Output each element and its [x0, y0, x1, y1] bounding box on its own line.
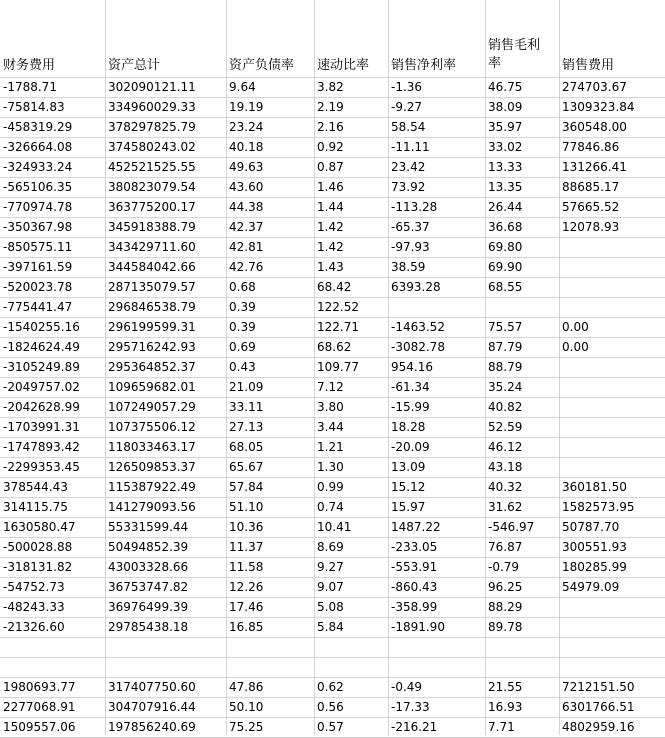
table-cell[interactable]: 4802959.16	[562, 720, 635, 734]
table-cell[interactable]: 17.46	[229, 600, 264, 614]
table-cell[interactable]: 42.37	[229, 220, 264, 234]
table-cell[interactable]: 1487.22	[391, 520, 441, 534]
table-cell[interactable]	[559, 657, 665, 677]
table-cell[interactable]: 35.97	[488, 120, 523, 134]
table-cell[interactable]: 1980693.77	[3, 680, 76, 694]
table-cell[interactable]: 334960029.33	[108, 100, 196, 114]
table-cell[interactable]: 0.74	[317, 500, 344, 514]
table-cell[interactable]: -97.93	[391, 240, 430, 254]
table-cell[interactable]: 0.99	[317, 480, 344, 494]
table-cell[interactable]: -113.28	[391, 200, 438, 214]
table-cell[interactable]	[559, 357, 665, 377]
table-cell[interactable]: 1.42	[317, 240, 344, 254]
table-cell[interactable]: 40.32	[488, 480, 523, 494]
table-cell[interactable]: -61.34	[391, 380, 430, 394]
table-cell[interactable]: 0.43	[229, 360, 256, 374]
table-cell[interactable]: 47.86	[229, 680, 264, 694]
table-cell[interactable]: -850575.11	[3, 240, 73, 254]
table-cell[interactable]: 343429711.60	[108, 240, 196, 254]
table-cell[interactable]: 68.42	[317, 280, 352, 294]
table-cell[interactable]: 122.52	[317, 300, 359, 314]
table-cell[interactable]: 115387922.49	[108, 480, 196, 494]
table-cell[interactable]: 300551.93	[562, 540, 627, 554]
table-cell[interactable]: -1747893.42	[3, 440, 80, 454]
table-cell[interactable]: 7.71	[488, 720, 515, 734]
table-cell[interactable]: 9.27	[317, 560, 344, 574]
column-header[interactable]: 速动比率	[317, 58, 370, 73]
table-cell[interactable]: 50787.70	[562, 520, 620, 534]
table-cell[interactable]: 23.24	[229, 120, 264, 134]
table-cell[interactable]: 35.24	[488, 380, 523, 394]
table-cell[interactable]: -1540255.16	[3, 320, 80, 334]
table-cell[interactable]: 287135079.57	[108, 280, 196, 294]
table-cell[interactable]	[559, 297, 665, 317]
table-cell[interactable]: 0.00	[562, 320, 589, 334]
table-cell[interactable]: 0.39	[229, 300, 256, 314]
table-cell[interactable]: 452521525.55	[108, 160, 196, 174]
table-cell[interactable]	[559, 417, 665, 437]
table-cell[interactable]: 296846538.79	[108, 300, 196, 314]
table-cell[interactable]: -17.33	[391, 700, 430, 714]
table-cell[interactable]: 87.79	[488, 340, 523, 354]
table-cell[interactable]	[0, 637, 105, 657]
table-cell[interactable]	[559, 257, 665, 277]
table-cell[interactable]: 54979.09	[562, 580, 620, 594]
table-cell[interactable]	[559, 637, 665, 657]
table-cell[interactable]: 31.62	[488, 500, 523, 514]
table-cell[interactable]: 46.12	[488, 440, 523, 454]
table-cell[interactable]: 43.60	[229, 180, 264, 194]
table-cell[interactable]: 9.64	[229, 80, 256, 94]
table-cell[interactable]	[485, 297, 559, 317]
table-cell[interactable]: 122.71	[317, 320, 359, 334]
table-cell[interactable]: 13.33	[488, 160, 523, 174]
table-cell[interactable]: 5.08	[317, 600, 344, 614]
column-header[interactable]: 销售毛利率	[488, 38, 541, 71]
table-cell[interactable]: -318131.82	[3, 560, 73, 574]
table-cell[interactable]: 109659682.01	[108, 380, 196, 394]
table-cell[interactable]	[559, 597, 665, 617]
table-cell[interactable]: 46.75	[488, 80, 523, 94]
table-cell[interactable]: 68.05	[229, 440, 264, 454]
table-cell[interactable]: -500028.88	[3, 540, 73, 554]
table-cell[interactable]: 296199599.31	[108, 320, 196, 334]
table-cell[interactable]: -860.43	[391, 580, 438, 594]
table-cell[interactable]: 21.09	[229, 380, 264, 394]
table-cell[interactable]	[226, 657, 314, 677]
table-cell[interactable]: 141279093.56	[108, 500, 196, 514]
table-cell[interactable]	[314, 657, 388, 677]
table-cell[interactable]: 126509853.37	[108, 460, 196, 474]
table-cell[interactable]: 0.00	[562, 340, 589, 354]
table-cell[interactable]: 1.21	[317, 440, 344, 454]
table-cell[interactable]: -65.37	[391, 220, 430, 234]
column-header[interactable]: 财务费用	[3, 58, 56, 73]
table-cell[interactable]: 75.25	[229, 720, 264, 734]
table-cell[interactable]: 2.16	[317, 120, 344, 134]
table-cell[interactable]: 1.46	[317, 180, 344, 194]
table-cell[interactable]: 16.93	[488, 700, 523, 714]
table-cell[interactable]: 88.79	[488, 360, 523, 374]
table-cell[interactable]: -3082.78	[391, 340, 445, 354]
table-cell[interactable]: -350367.98	[3, 220, 73, 234]
table-cell[interactable]: 9.07	[317, 580, 344, 594]
table-cell[interactable]: 5.84	[317, 620, 344, 634]
table-cell[interactable]: 21.55	[488, 680, 523, 694]
table-cell[interactable]: 44.38	[229, 200, 264, 214]
table-cell[interactable]: 57.84	[229, 480, 264, 494]
table-cell[interactable]: 7212151.50	[562, 680, 635, 694]
table-cell[interactable]: 88685.17	[562, 180, 620, 194]
table-cell[interactable]: 107375506.12	[108, 420, 196, 434]
table-cell[interactable]	[388, 297, 485, 317]
table-cell[interactable]: 65.67	[229, 460, 264, 474]
table-cell[interactable]: 0.62	[317, 680, 344, 694]
table-cell[interactable]: -216.21	[391, 720, 438, 734]
table-cell[interactable]: -1788.71	[3, 80, 57, 94]
table-cell[interactable]: 23.42	[391, 160, 426, 174]
table-cell[interactable]: 18.28	[391, 420, 426, 434]
table-cell[interactable]	[559, 397, 665, 417]
table-cell[interactable]: 0.56	[317, 700, 344, 714]
table-cell[interactable]: 43003328.66	[108, 560, 189, 574]
table-cell[interactable]: 69.90	[488, 260, 523, 274]
table-cell[interactable]: 6393.28	[391, 280, 441, 294]
table-cell[interactable]: 197856240.69	[108, 720, 196, 734]
table-cell[interactable]: 0.68	[229, 280, 256, 294]
table-cell[interactable]: -565106.35	[3, 180, 73, 194]
column-header[interactable]: 资产负债率	[229, 58, 295, 73]
table-cell[interactable]: 38.09	[488, 100, 523, 114]
table-cell[interactable]: 11.37	[229, 540, 264, 554]
table-cell[interactable]: 360181.50	[562, 480, 627, 494]
table-cell[interactable]: 55331599.44	[108, 520, 189, 534]
table-cell[interactable]: -48243.33	[3, 600, 65, 614]
table-cell[interactable]: -54752.73	[3, 580, 65, 594]
table-cell[interactable]: 344584042.66	[108, 260, 196, 274]
table-cell[interactable]: 40.82	[488, 400, 523, 414]
table-cell[interactable]: 10.36	[229, 520, 264, 534]
table-cell[interactable]: -233.05	[391, 540, 438, 554]
table-cell[interactable]: 1630580.47	[3, 520, 76, 534]
table-cell[interactable]: -20.09	[391, 440, 430, 454]
table-cell[interactable]: -3105249.89	[3, 360, 80, 374]
table-cell[interactable]	[0, 657, 105, 677]
table-cell[interactable]	[105, 657, 226, 677]
table-cell[interactable]: -11.11	[391, 140, 430, 154]
table-cell[interactable]: 15.12	[391, 480, 426, 494]
table-cell[interactable]: 0.39	[229, 320, 256, 334]
table-cell[interactable]: 68.55	[488, 280, 523, 294]
table-cell[interactable]: 304707916.44	[108, 700, 196, 714]
table-cell[interactable]: 73.92	[391, 180, 426, 194]
table-cell[interactable]: 19.19	[229, 100, 264, 114]
table-cell[interactable]: 27.13	[229, 420, 264, 434]
table-cell[interactable]: 58.54	[391, 120, 426, 134]
table-cell[interactable]: 0.57	[317, 720, 344, 734]
column-header[interactable]: 销售净利率	[391, 58, 457, 73]
column-header[interactable]: 资产总计	[108, 58, 161, 73]
table-cell[interactable]: 12.26	[229, 580, 264, 594]
table-cell[interactable]: 380823079.54	[108, 180, 196, 194]
table-cell[interactable]: 314115.75	[3, 500, 68, 514]
table-cell[interactable]: 36.68	[488, 220, 523, 234]
table-cell[interactable]	[559, 277, 665, 297]
table-cell[interactable]	[559, 377, 665, 397]
table-cell[interactable]: 131266.41	[562, 160, 627, 174]
table-cell[interactable]: 40.18	[229, 140, 264, 154]
table-cell[interactable]: 43.18	[488, 460, 523, 474]
table-cell[interactable]: 50.10	[229, 700, 264, 714]
table-cell[interactable]: -520023.78	[3, 280, 73, 294]
table-cell[interactable]: 49.63	[229, 160, 264, 174]
table-cell[interactable]	[559, 457, 665, 477]
table-cell[interactable]: -1824624.49	[3, 340, 80, 354]
table-cell[interactable]: 10.41	[317, 520, 352, 534]
table-cell[interactable]: 11.58	[229, 560, 264, 574]
table-cell[interactable]: -397161.59	[3, 260, 73, 274]
table-cell[interactable]: 75.57	[488, 320, 523, 334]
table-cell[interactable]: 52.59	[488, 420, 523, 434]
table-cell[interactable]: 33.11	[229, 400, 264, 414]
table-cell[interactable]: 7.12	[317, 380, 344, 394]
table-cell[interactable]: -15.99	[391, 400, 430, 414]
table-cell[interactable]: 26.44	[488, 200, 523, 214]
table-cell[interactable]: -775441.47	[3, 300, 73, 314]
table-cell[interactable]	[559, 237, 665, 257]
table-cell[interactable]: 954.16	[391, 360, 433, 374]
table-cell[interactable]: 345918388.79	[108, 220, 196, 234]
table-cell[interactable]: 1.44	[317, 200, 344, 214]
table-cell[interactable]: 302090121.11	[108, 80, 196, 94]
table-cell[interactable]: -9.27	[391, 100, 423, 114]
table-cell[interactable]: 88.29	[488, 600, 523, 614]
table-cell[interactable]: 2277068.91	[3, 700, 76, 714]
table-cell[interactable]: 107249057.29	[108, 400, 196, 414]
table-cell[interactable]: 1.30	[317, 460, 344, 474]
table-cell[interactable]: -21326.60	[3, 620, 65, 634]
table-cell[interactable]: 42.81	[229, 240, 264, 254]
table-cell[interactable]: 13.09	[391, 460, 426, 474]
table-cell[interactable]: 0.69	[229, 340, 256, 354]
table-cell[interactable]: -326664.08	[3, 140, 73, 154]
table-cell[interactable]: 13.35	[488, 180, 523, 194]
table-cell[interactable]: 1.43	[317, 260, 344, 274]
table-cell[interactable]: 1.42	[317, 220, 344, 234]
table-cell[interactable]: 3.44	[317, 420, 344, 434]
table-cell[interactable]	[388, 657, 485, 677]
table-cell[interactable]: 295364852.37	[108, 360, 196, 374]
table-cell[interactable]: 378297825.79	[108, 120, 196, 134]
table-cell[interactable]: 0.87	[317, 160, 344, 174]
table-cell[interactable]: 180285.99	[562, 560, 627, 574]
table-cell[interactable]: -2042628.99	[3, 400, 80, 414]
table-cell[interactable]: 295716242.93	[108, 340, 196, 354]
table-cell[interactable]: 76.87	[488, 540, 523, 554]
table-cell[interactable]	[105, 637, 226, 657]
table-cell[interactable]: 69.80	[488, 240, 523, 254]
table-cell[interactable]: -553.91	[391, 560, 438, 574]
table-cell[interactable]: 89.78	[488, 620, 523, 634]
table-cell[interactable]: 36976499.39	[108, 600, 189, 614]
table-cell[interactable]: 12078.93	[562, 220, 620, 234]
table-cell[interactable]: 378544.43	[3, 480, 68, 494]
table-cell[interactable]: 77846.86	[562, 140, 620, 154]
table-cell[interactable]	[559, 437, 665, 457]
table-cell[interactable]: 8.69	[317, 540, 344, 554]
table-cell[interactable]: 15.97	[391, 500, 426, 514]
table-cell[interactable]: 363775200.17	[108, 200, 196, 214]
table-cell[interactable]: 33.02	[488, 140, 523, 154]
table-cell[interactable]	[226, 637, 314, 657]
table-cell[interactable]: 274703.67	[562, 80, 627, 94]
table-cell[interactable]: 42.76	[229, 260, 264, 274]
column-header[interactable]: 销售费用	[562, 58, 615, 73]
table-cell[interactable]: -1.36	[391, 80, 423, 94]
table-cell[interactable]: -1703991.31	[3, 420, 80, 434]
table-cell[interactable]: -2049757.02	[3, 380, 80, 394]
table-cell[interactable]: 360548.00	[562, 120, 627, 134]
table-cell[interactable]	[388, 637, 485, 657]
table-cell[interactable]: 0.92	[317, 140, 344, 154]
table-cell[interactable]: 3.80	[317, 400, 344, 414]
table-cell[interactable]: -0.79	[488, 560, 520, 574]
table-cell[interactable]	[485, 637, 559, 657]
table-cell[interactable]: 2.19	[317, 100, 344, 114]
table-cell[interactable]: 317407750.60	[108, 680, 196, 694]
table-cell[interactable]: 96.25	[488, 580, 523, 594]
table-cell[interactable]: -1891.90	[391, 620, 445, 634]
table-cell[interactable]: -458319.29	[3, 120, 73, 134]
table-cell[interactable]: 68.62	[317, 340, 352, 354]
table-cell[interactable]: 1509557.06	[3, 720, 76, 734]
table-cell[interactable]: 36753747.82	[108, 580, 189, 594]
table-cell[interactable]: -546.97	[488, 520, 535, 534]
table-cell[interactable]: -75814.83	[3, 100, 65, 114]
table-cell[interactable]: 1582573.95	[562, 500, 635, 514]
table-cell[interactable]: 374580243.02	[108, 140, 196, 154]
table-cell[interactable]: -0.49	[391, 680, 423, 694]
table-cell[interactable]: -358.99	[391, 600, 438, 614]
table-cell[interactable]: 29785438.18	[108, 620, 189, 634]
table-cell[interactable]: 6301766.51	[562, 700, 635, 714]
table-cell[interactable]: 16.85	[229, 620, 264, 634]
table-cell[interactable]: 57665.52	[562, 200, 620, 214]
table-cell[interactable]	[485, 657, 559, 677]
table-cell[interactable]	[314, 637, 388, 657]
table-cell[interactable]: 109.77	[317, 360, 359, 374]
table-cell[interactable]: -2299353.45	[3, 460, 80, 474]
table-cell[interactable]	[559, 617, 665, 637]
table-cell[interactable]: 1309323.84	[562, 100, 635, 114]
table-cell[interactable]: 51.10	[229, 500, 264, 514]
table-cell[interactable]: -324933.24	[3, 160, 73, 174]
table-cell[interactable]: 38.59	[391, 260, 426, 274]
table-cell[interactable]: -1463.52	[391, 320, 445, 334]
table-cell[interactable]: 118033463.17	[108, 440, 196, 454]
table-cell[interactable]: -770974.78	[3, 200, 73, 214]
table-cell[interactable]: 3.82	[317, 80, 344, 94]
table-cell[interactable]: 50494852.39	[108, 540, 189, 554]
